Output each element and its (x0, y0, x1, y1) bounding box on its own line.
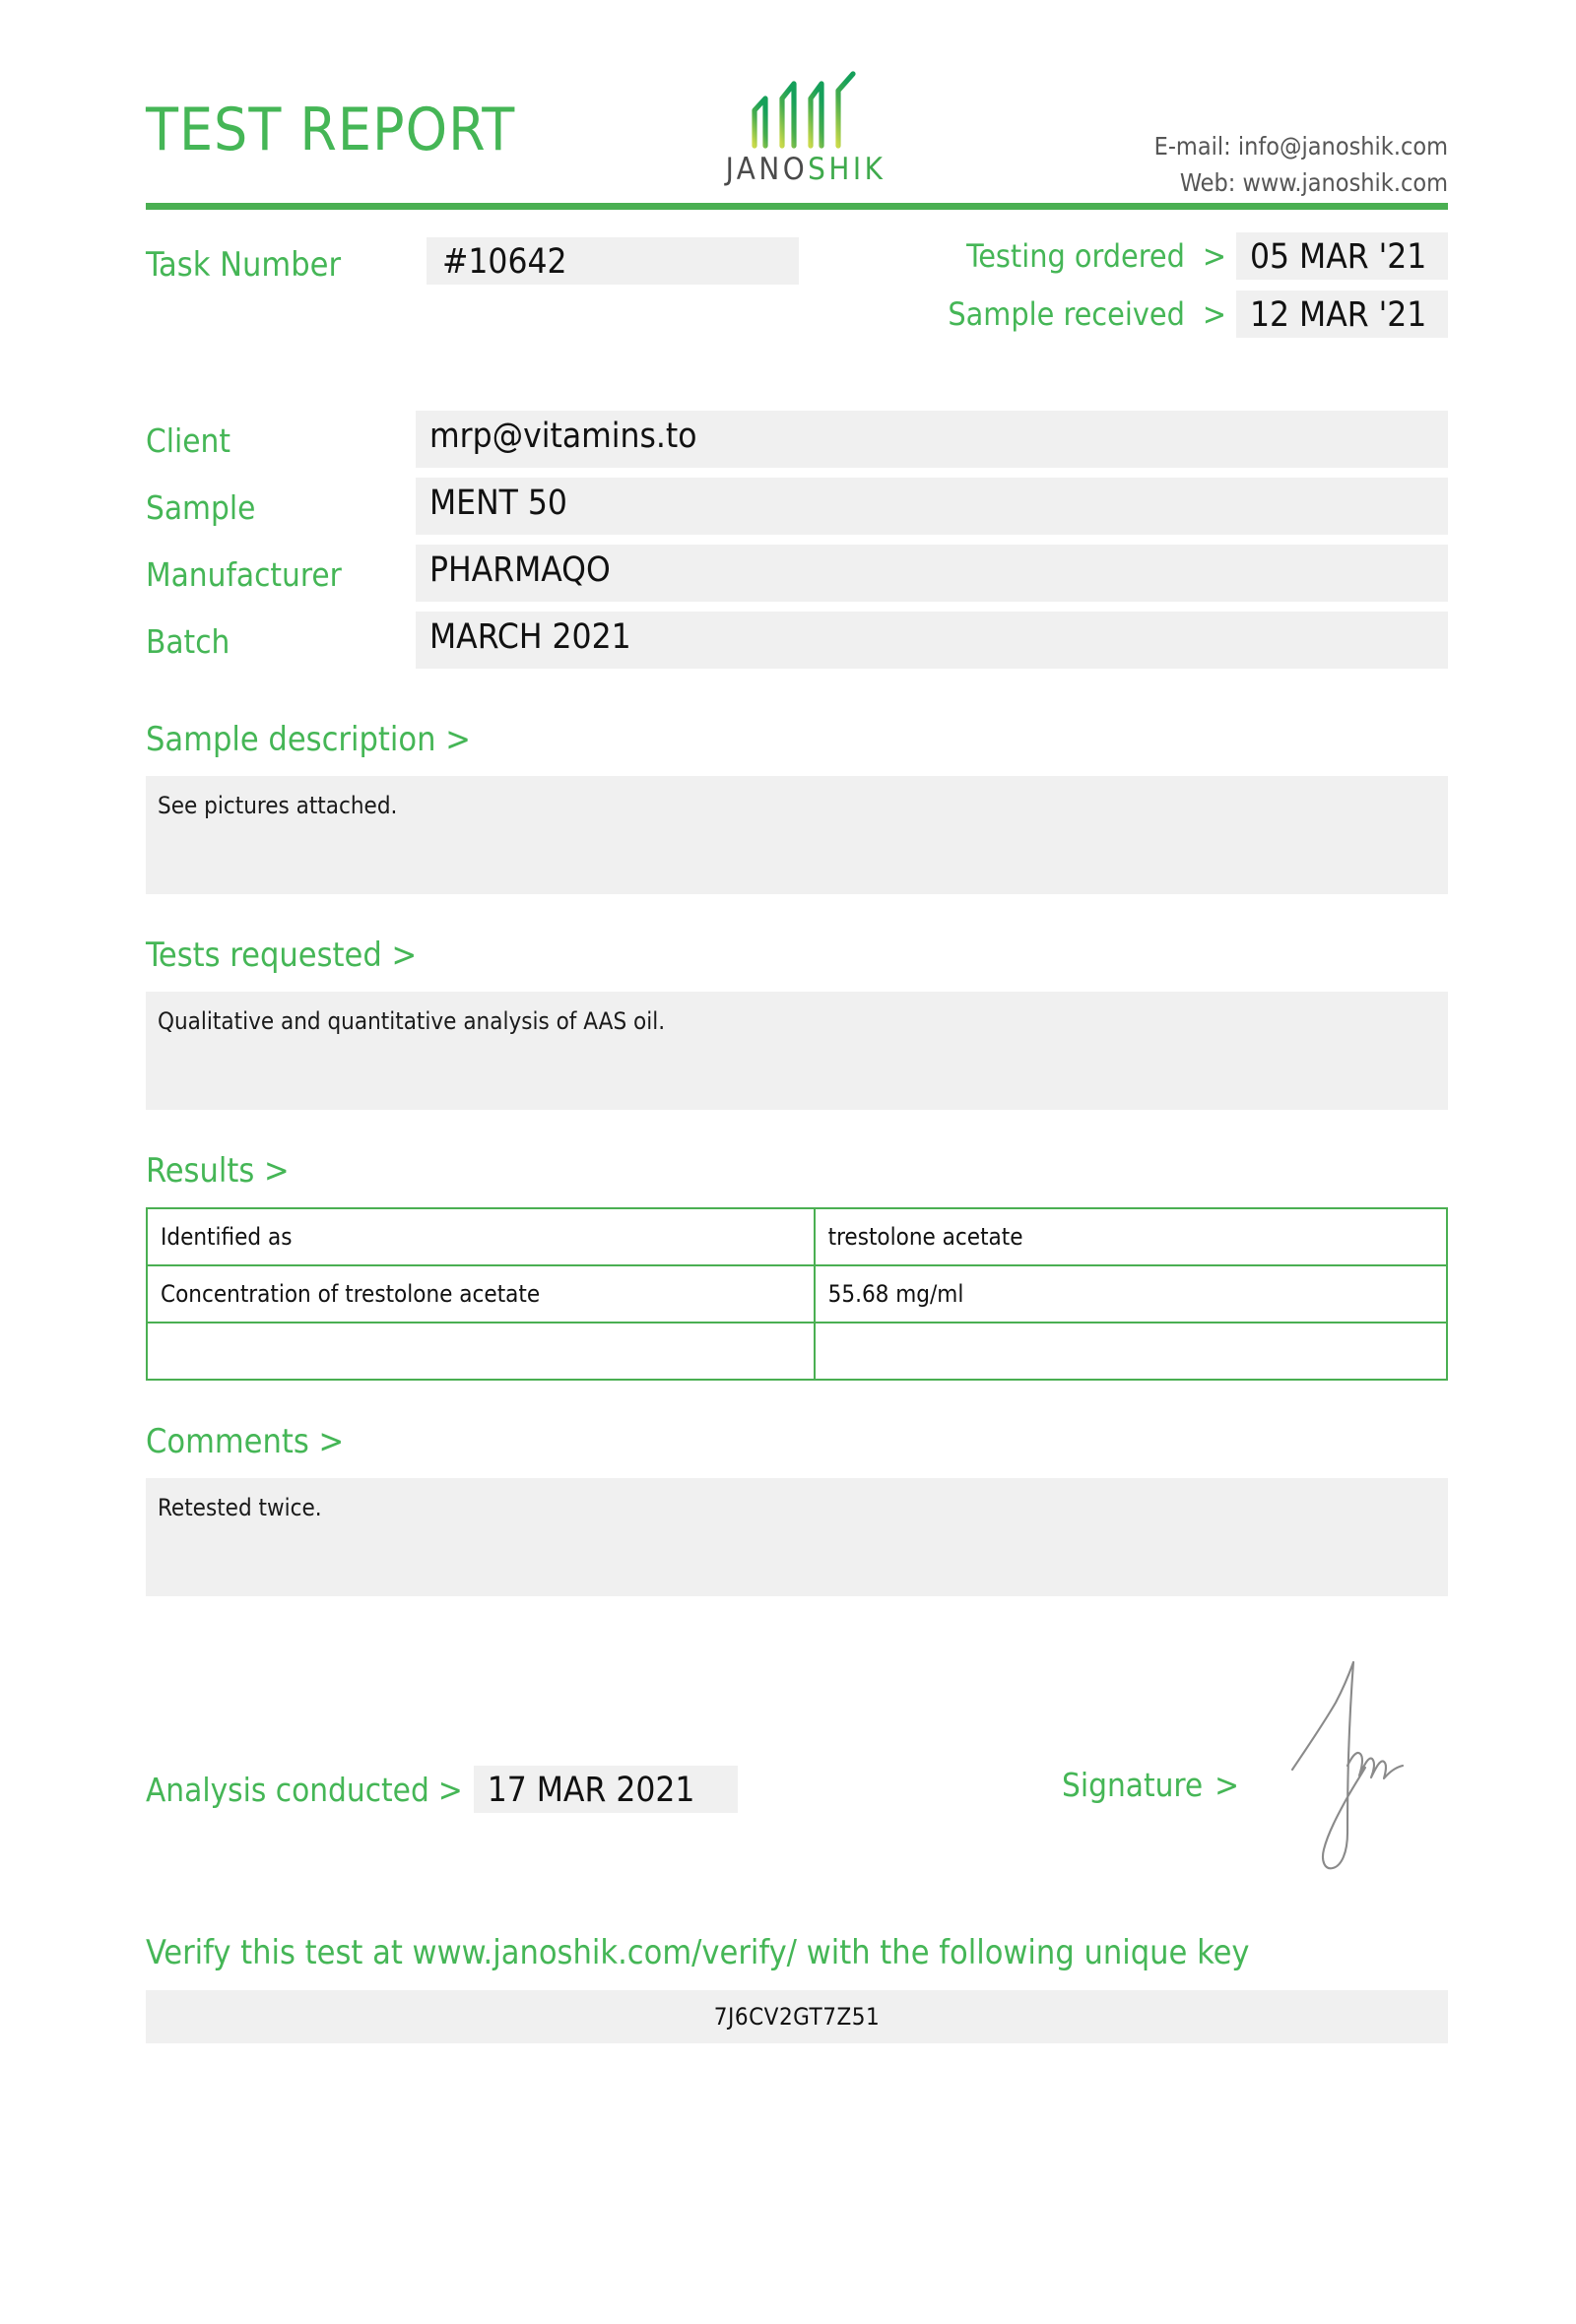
manufacturer-value: PHARMAQO (416, 545, 1448, 602)
signature-row (146, 1681, 1448, 1878)
testing-ordered-value: 05 MAR '21 (1236, 232, 1448, 280)
verify-footer (146, 1933, 1448, 2043)
content-column (146, 0, 1448, 2043)
sample-received-row (896, 290, 1448, 338)
batch-value: MARCH 2021 (416, 612, 1448, 669)
results-table (146, 1207, 1448, 1381)
testing-ordered-caret-icon: > (1202, 236, 1226, 275)
result-name-identified-as: Identified as (147, 1208, 815, 1265)
tests-requested-title: Tests requested > (146, 936, 418, 975)
logo-word-shik: SHIK (808, 152, 886, 187)
sample-description-body: See pictures attached. (146, 776, 1448, 894)
sample-received-caret-icon: > (1202, 294, 1226, 333)
comments-title: Comments > (146, 1422, 345, 1461)
client-value: mrp@vitamins.to (416, 411, 1448, 468)
result-name-concentration: Concentration of trestolone acetate (147, 1265, 815, 1323)
sample-received-value: 12 MAR '21 (1236, 290, 1448, 338)
results-section (146, 1151, 1448, 1381)
info-row-manufacturer (146, 545, 1448, 612)
report-header (146, 0, 1448, 197)
comments-section (146, 1422, 1448, 1596)
testing-ordered-label: Testing ordered (966, 236, 1185, 275)
task-row (146, 231, 1448, 359)
sample-description-section (146, 720, 1448, 894)
analysis-conducted-caret-icon: > (437, 1770, 463, 1809)
sample-info-block (146, 411, 1448, 678)
sample-description-title: Sample description > (146, 720, 471, 759)
janoshik-logo (683, 69, 929, 187)
signature-label: Signature (1062, 1766, 1204, 1804)
signature-caret-icon: > (1215, 1766, 1240, 1804)
info-row-sample (146, 478, 1448, 545)
contact-web: Web: www.janoshik.com (1179, 168, 1448, 197)
analysis-conducted-label: Analysis conducted (146, 1770, 429, 1809)
signature-label-group (1062, 1766, 1239, 1804)
result-value-identified-as: trestolone acetate (815, 1208, 1447, 1265)
unique-key-value: 7J6CV2GT7Z51 (146, 1990, 1448, 2043)
comments-body: Retested twice. (146, 1478, 1448, 1596)
logo-wordmark (683, 152, 929, 187)
sample-received-label: Sample received (948, 294, 1185, 333)
analysis-conducted-group (146, 1766, 738, 1813)
date-fields (896, 231, 1448, 348)
table-row (147, 1265, 1447, 1323)
info-row-batch (146, 612, 1448, 678)
task-number-label: Task Number (146, 245, 342, 285)
page-title: TEST REPORT (146, 96, 516, 164)
info-row-client (146, 411, 1448, 478)
tests-requested-section (146, 936, 1448, 1110)
sample-label: Sample (146, 488, 256, 527)
manufacturer-label: Manufacturer (146, 555, 342, 594)
verify-instruction-text: Verify this test at www.janoshik.com/verify/ with the following unique key (146, 1933, 1250, 1972)
header-divider (146, 203, 1448, 210)
analysis-conducted-value: 17 MAR 2021 (474, 1766, 738, 1813)
testing-ordered-row (896, 231, 1448, 280)
client-label: Client (146, 421, 230, 460)
ascending-bars-logo-mark (743, 69, 869, 150)
handwritten-signature (1279, 1659, 1426, 1881)
sample-value: MENT 50 (416, 478, 1448, 535)
contact-email: E-mail: info@janoshik.com (1153, 132, 1448, 161)
result-value-concentration: 55.68 mg/ml (815, 1265, 1447, 1323)
logo-word-jano: JANO (725, 152, 809, 187)
result-value-empty (815, 1323, 1447, 1380)
tests-requested-body: Qualitative and quantitative analysis of AAS oil. (146, 992, 1448, 1110)
contact-info (1154, 128, 1448, 201)
task-number-value: #10642 (427, 237, 799, 285)
table-row (147, 1323, 1447, 1380)
results-title: Results > (146, 1151, 290, 1191)
table-row (147, 1208, 1447, 1265)
batch-label: Batch (146, 622, 230, 661)
result-name-empty (147, 1323, 815, 1380)
